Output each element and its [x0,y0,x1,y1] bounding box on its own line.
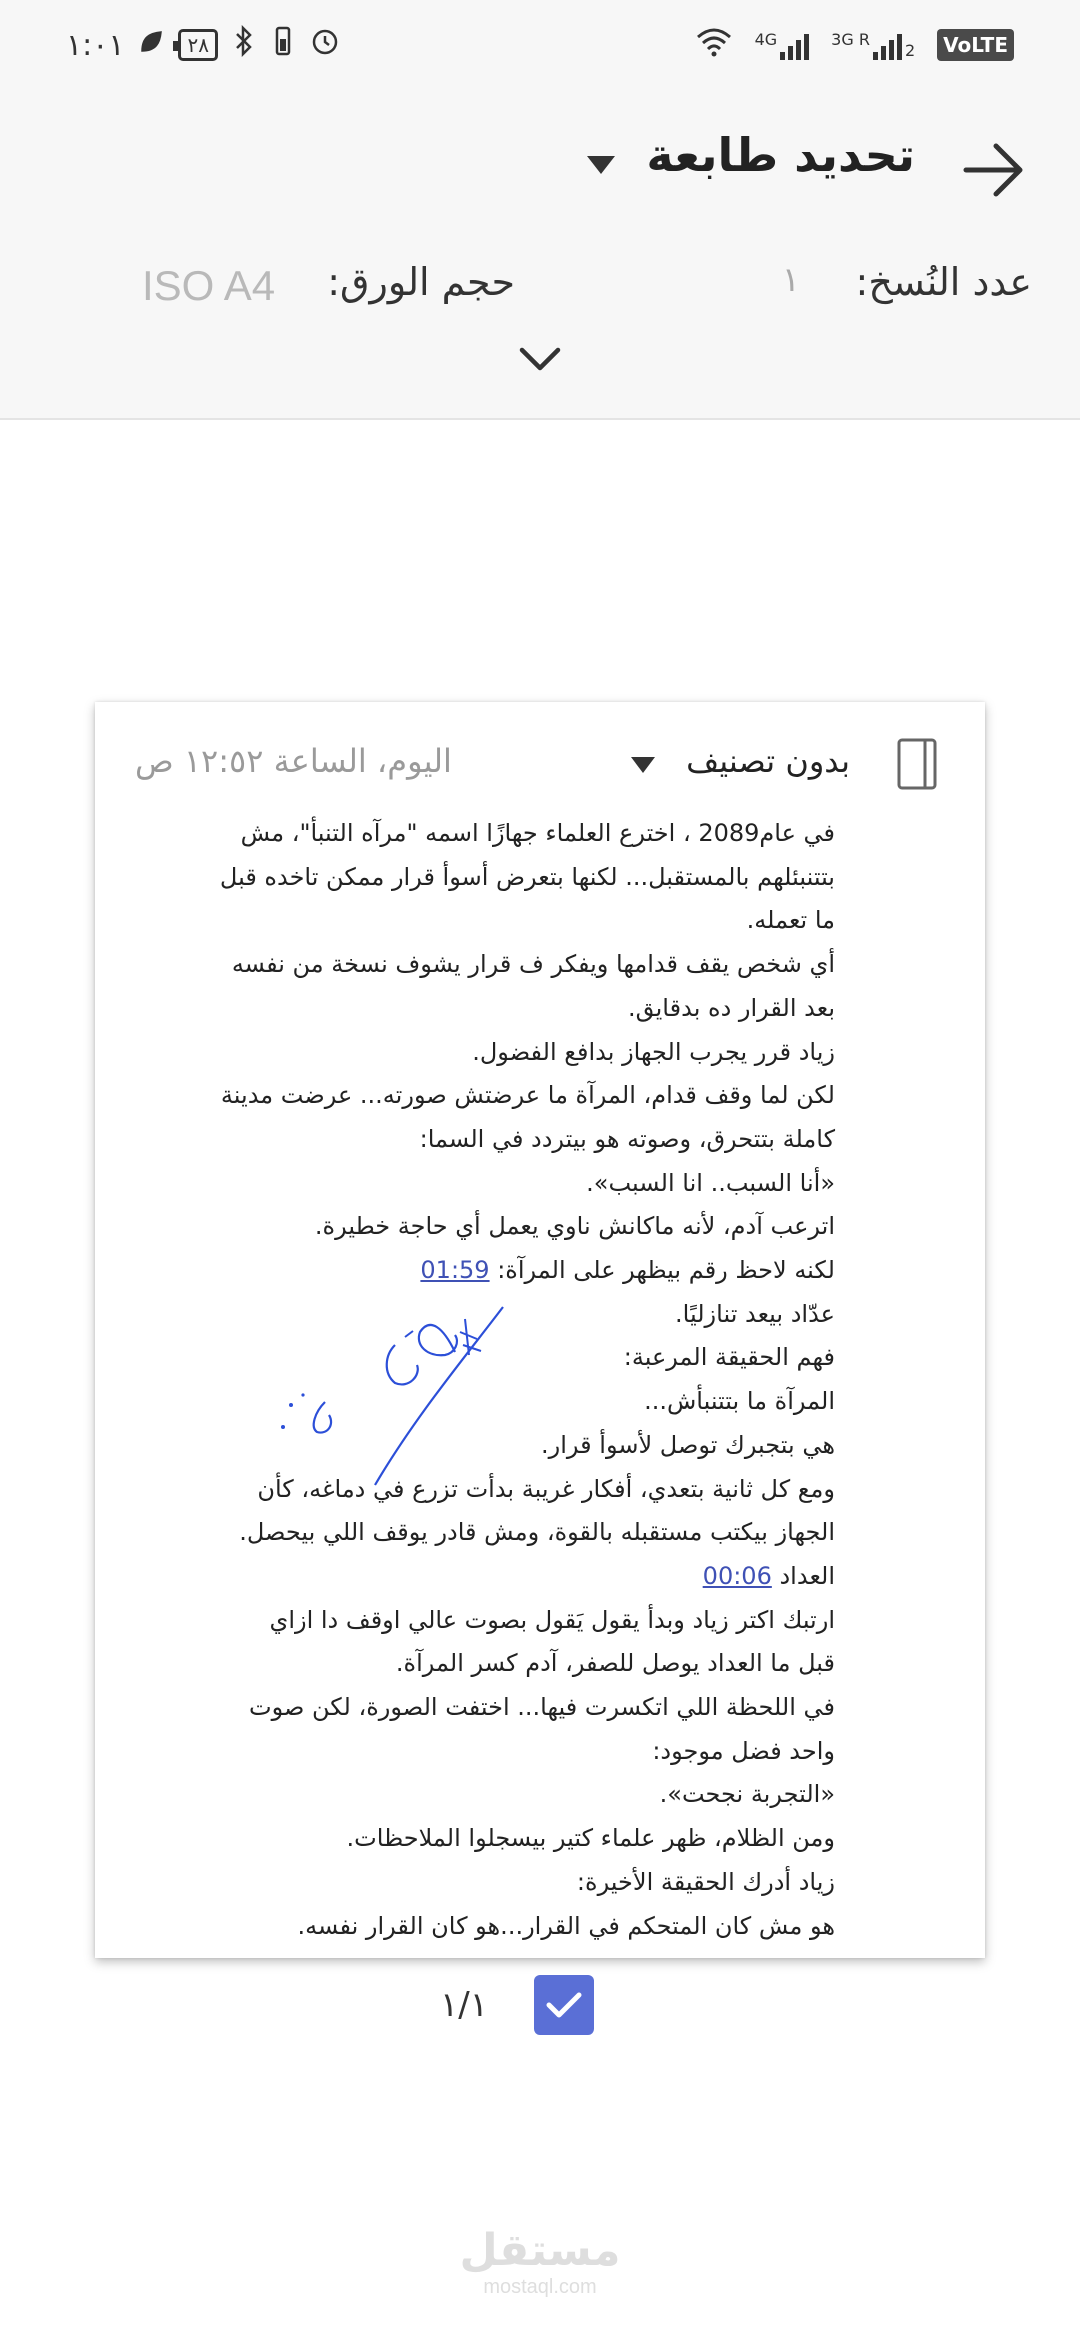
wifi-icon [695,27,733,63]
arrow-right-icon [962,142,1026,198]
chevron-down-icon [518,346,562,374]
note-line-text: هي بتجبرك توصل لأسوأ قرار. [541,1430,835,1459]
note-line-text: زياد قرر يجرب الجهاز بدافع الفضول. [472,1037,835,1066]
expand-options-button[interactable] [515,340,565,380]
note-line-text: أي شخص يقف قدامها ويفكر ف قرار يشوف نسخة من نفسه [231,950,835,979]
note-line-text: ما تعمله. [746,906,835,935]
watermark-latin: mostaql.com [483,2276,597,2298]
signature-scribble [255,1297,515,1497]
note-line [195,1511,835,1555]
page-count: ١/١ [440,1985,488,2025]
signal-4g-label: 4G [754,30,778,49]
copies-label: عدد النُسخ: [855,260,1032,304]
note-line [195,1205,835,1249]
note-line-text: لكن لما وقف قدام، المرآة ما عرضتش صورته... عرضت مدينة [220,1081,835,1110]
note-line [195,943,835,987]
note-line-text: لكنه لاحظ رقم بيظهر على المرآة: [497,1256,835,1285]
note-line [195,1249,835,1293]
note-line-text: «أنا السبب.. انا السبب». [586,1168,835,1197]
leaf-icon [138,28,164,63]
printer-dropdown-icon[interactable] [587,156,615,174]
note-line-text: بعد القرار ده بدقايق. [627,993,835,1022]
status-time: ١:٠١ [66,27,125,63]
print-preview-page [95,702,985,1958]
note-line-text: واحد فضل موجود: [652,1736,835,1765]
note-line-text: فهم الحقيقة المرعبة: [623,1343,835,1372]
note-line-text: عدّاد بيعد تنازليًا. [675,1299,835,1328]
note-line-text: بتتنبئلهم بالمستقبل... لكنها بتعرض أسوأ قرار ممكن تاخده قبل [219,862,835,891]
note-line [195,1074,835,1118]
category-dropdown-icon [631,757,655,773]
note-line [195,1686,835,1730]
timestamp-link[interactable]: 01:59 [420,1256,490,1285]
note-line-text: في اللحظة اللي اتكسرت فيها... اختفت الصورة، لكن صوت [249,1693,835,1722]
note-line-text: هو مش كان المتحكم في القرار...هو كان القرار نفسه. [297,1911,835,1940]
volte-badge: VoLTE [937,29,1014,61]
note-line [195,1773,835,1817]
timestamp-link[interactable]: 00:06 [702,1561,772,1590]
note-line-text: ارتبك اكتر زياد وبدأ يقول يَقول بصوت عالي اوقف دا ازاي [269,1605,835,1634]
note-line [195,899,835,943]
bluetooth-icon [232,25,256,65]
battery-icon: ٢٨ [178,29,217,61]
note-line-text: في عام2089 ، اخترع العلماء جهازًا اسمه "مرآه التنبأ"، مش [240,819,835,847]
note-line [195,1730,835,1774]
status-bar [0,0,1080,90]
note-line [195,1118,835,1162]
paper-size-label: حجم الورق: [327,260,515,304]
note-line-text: الجهاز بيكتب مستقبله بالقوة، ومش قادر يوقف اللي بيحصل. [239,1518,835,1547]
copies-input[interactable]: ١ [781,260,800,300]
signal-3g-label: 3G R [831,30,870,49]
check-icon [545,1990,583,2020]
paper-size-select[interactable]: ISO A4 [142,262,276,309]
print-options-header [0,90,1080,420]
signal-4g-icon [755,30,810,60]
note-line-text: اترعب آدم، لأنه ماكانش ناوي يعمل أي حاجة خطيرة. [314,1212,835,1241]
alarm-icon [310,26,340,64]
note-line [195,856,835,900]
sim-slot-label: 2 [904,41,916,60]
page-selector [0,1975,1080,2045]
note-line-text: المرآة ما بتتنبأش... [644,1387,835,1416]
back-button[interactable] [954,130,1034,210]
note-category: بدون تصنيف [686,742,850,780]
note-line-text: كاملة بتتحرق، وصوته هو بيتردد في السما: [419,1124,835,1153]
watermark-logo [440,2225,640,2299]
note-line [195,987,835,1031]
note-line [195,1555,835,1599]
note-line [195,812,835,856]
page-select-checkbox[interactable] [534,1975,594,2035]
notebook-icon [897,738,937,790]
note-line-text: ومع كل ثانية بتعدي، أفكار غريبة بدأت تزرع في دماغه، كأن [257,1474,835,1503]
note-line [195,1642,835,1686]
status-right [695,22,1014,68]
note-line-text: زياد أدرك الحقيقة الأخيرة: [576,1867,835,1896]
printer-select-title[interactable]: تحديد طابعة [646,128,915,182]
note-line-text: «التجربة نجحت». [659,1780,835,1809]
note-line [195,1817,835,1861]
note-date: اليوم، الساعة ١٢:٥٢ ص [135,742,452,780]
status-left [66,22,340,68]
note-line [195,1031,835,1075]
note-line [195,1162,835,1206]
watermark-arabic: مستقل [459,2225,621,2276]
note-line-text: قبل ما العداد يوصل للصفر، آدم كسر المرآة. [395,1649,835,1678]
vibrate-icon [270,25,296,65]
note-line [195,1905,835,1949]
note-line-text: العداد [779,1561,835,1590]
signal-3g-icon [831,30,915,60]
note-line-text: ومن الظلام، ظهر علماء كتير بيسجلوا الملاحظات. [346,1824,835,1853]
note-line [195,1599,835,1643]
note-line [195,1861,835,1905]
